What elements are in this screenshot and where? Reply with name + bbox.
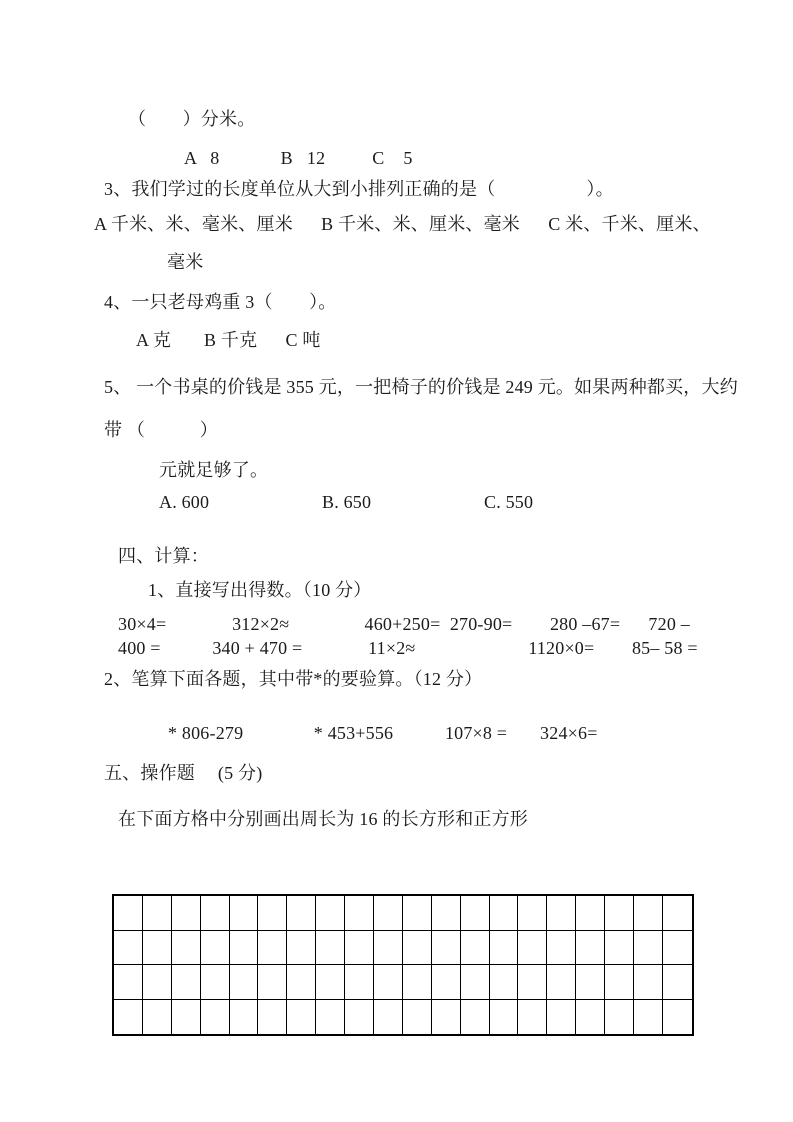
q4-options: A 克 B 千克 C 吨: [136, 330, 321, 350]
grid-cell: [547, 965, 576, 1000]
grid-cell: [663, 1000, 692, 1035]
grid-cell: [287, 965, 316, 1000]
grid-cell: [143, 1000, 172, 1035]
q3-options-line1: A 千米、米、毫米、厘米 B 千米、米、厘米、毫米 C 米、千米、厘米、: [94, 214, 711, 234]
grid-cell: [374, 965, 403, 1000]
grid-cell: [201, 896, 230, 931]
q5-stem-line3: 元就足够了。: [159, 460, 269, 480]
grid-cell: [374, 1000, 403, 1035]
grid-cell: [143, 896, 172, 931]
grid-cell: [316, 896, 345, 931]
calc2-row: * 806-279 * 453+556 107×8 = 324×6=: [168, 723, 598, 743]
grid-cell: [518, 1000, 547, 1035]
grid-cell: [461, 931, 490, 966]
section4-item1: 1、直接写出得数。（10 分）: [148, 580, 372, 600]
grid-cell: [172, 965, 201, 1000]
section4-heading: 四、计算：: [118, 546, 209, 566]
grid-cell: [403, 1000, 432, 1035]
grid-cell: [461, 896, 490, 931]
grid-cell: [403, 965, 432, 1000]
section4-item2: 2、笔算下面各题，其中带*的要验算。（12 分）: [104, 669, 483, 689]
grid-cell: [432, 896, 461, 931]
grid-cell: [345, 931, 374, 966]
grid-cell: [230, 965, 259, 1000]
grid-cell: [287, 931, 316, 966]
grid-cell: [316, 931, 345, 966]
grid-cell: [605, 896, 634, 931]
grid-cell: [345, 896, 374, 931]
grid-cell: [576, 896, 605, 931]
q5-stem-line1: 5、 一个书桌的价钱是 355 元，一把椅子的价钱是 249 元。如果两种都买，大约: [104, 377, 738, 397]
grid-cell: [230, 1000, 259, 1035]
grid-cell: [172, 896, 201, 931]
grid-cell: [576, 931, 605, 966]
grid-cell: [663, 965, 692, 1000]
grid-cell: [201, 1000, 230, 1035]
grid-cell: [201, 931, 230, 966]
grid-cell: [461, 965, 490, 1000]
grid-cell: [230, 931, 259, 966]
grid-cell: [403, 931, 432, 966]
grid-cell: [432, 1000, 461, 1035]
grid-cell: [518, 931, 547, 966]
grid-cell: [576, 965, 605, 1000]
grid-cell: [518, 896, 547, 931]
grid-cell: [605, 931, 634, 966]
grid-cell: [374, 896, 403, 931]
grid-cell: [258, 931, 287, 966]
q2-options: A 8 B 12 C 5: [184, 148, 413, 168]
grid-cell: [374, 931, 403, 966]
grid-cell: [432, 931, 461, 966]
grid-cell: [230, 896, 259, 931]
grid-cell: [461, 1000, 490, 1035]
grid-cell: [258, 965, 287, 1000]
grid-cell: [114, 896, 143, 931]
grid-cell: [490, 1000, 519, 1035]
grid-cell: [634, 1000, 663, 1035]
grid-cell: [345, 965, 374, 1000]
grid-cell: [518, 965, 547, 1000]
grid-cell: [605, 965, 634, 1000]
grid-cell: [490, 931, 519, 966]
grid-cell: [287, 1000, 316, 1035]
grid-cell: [663, 931, 692, 966]
grid-cell: [547, 1000, 576, 1035]
grid-cell: [403, 896, 432, 931]
grid-cell: [316, 965, 345, 1000]
grid-cell: [432, 965, 461, 1000]
grid-cell: [201, 965, 230, 1000]
grid-cell: [547, 896, 576, 931]
grid-cell: [605, 1000, 634, 1035]
grid-cell: [490, 896, 519, 931]
calc-row-1: 30×4= 312×2≈ 460+250= 270-90= 280 –67= 720 –: [118, 614, 690, 634]
grid-cell: [258, 896, 287, 931]
q5-stem-line2: 带 （ ）: [104, 420, 218, 440]
grid-cell: [316, 1000, 345, 1035]
grid-cell: [114, 965, 143, 1000]
q3-stem: 3、我们学过的长度单位从大到小排列正确的是（ ）。: [104, 179, 614, 199]
drawing-grid[interactable]: [112, 894, 694, 1036]
grid-cell: [114, 1000, 143, 1035]
section5-heading: 五、操作题 (5 分): [104, 763, 263, 783]
grid-cell: [490, 965, 519, 1000]
grid-cell: [576, 1000, 605, 1035]
q4-stem: 4、一只老母鸡重 3（ ）。: [104, 292, 337, 312]
calc-row-2: 400 = 340 + 470 = 11×2≈ 1120×0= 85– 58 =: [118, 638, 698, 658]
grid-cell: [114, 931, 143, 966]
grid-cell: [634, 931, 663, 966]
grid-cell: [172, 931, 201, 966]
grid-cell: [547, 931, 576, 966]
q3-options-line2: 毫米: [167, 252, 204, 272]
grid-cell: [663, 896, 692, 931]
grid-cell: [345, 1000, 374, 1035]
q5-options: A. 600 B. 650 C. 550: [159, 492, 534, 512]
grid-cell: [143, 931, 172, 966]
grid-cell: [172, 1000, 201, 1035]
section5-prompt: 在下面方格中分别画出周长为 16 的长方形和正方形: [118, 809, 528, 829]
grid-cell: [634, 965, 663, 1000]
q2-remainder-text: （ ）分米。: [128, 109, 256, 129]
grid-cell: [258, 1000, 287, 1035]
grid-cell: [287, 896, 316, 931]
grid-cell: [634, 896, 663, 931]
grid-cell: [143, 965, 172, 1000]
